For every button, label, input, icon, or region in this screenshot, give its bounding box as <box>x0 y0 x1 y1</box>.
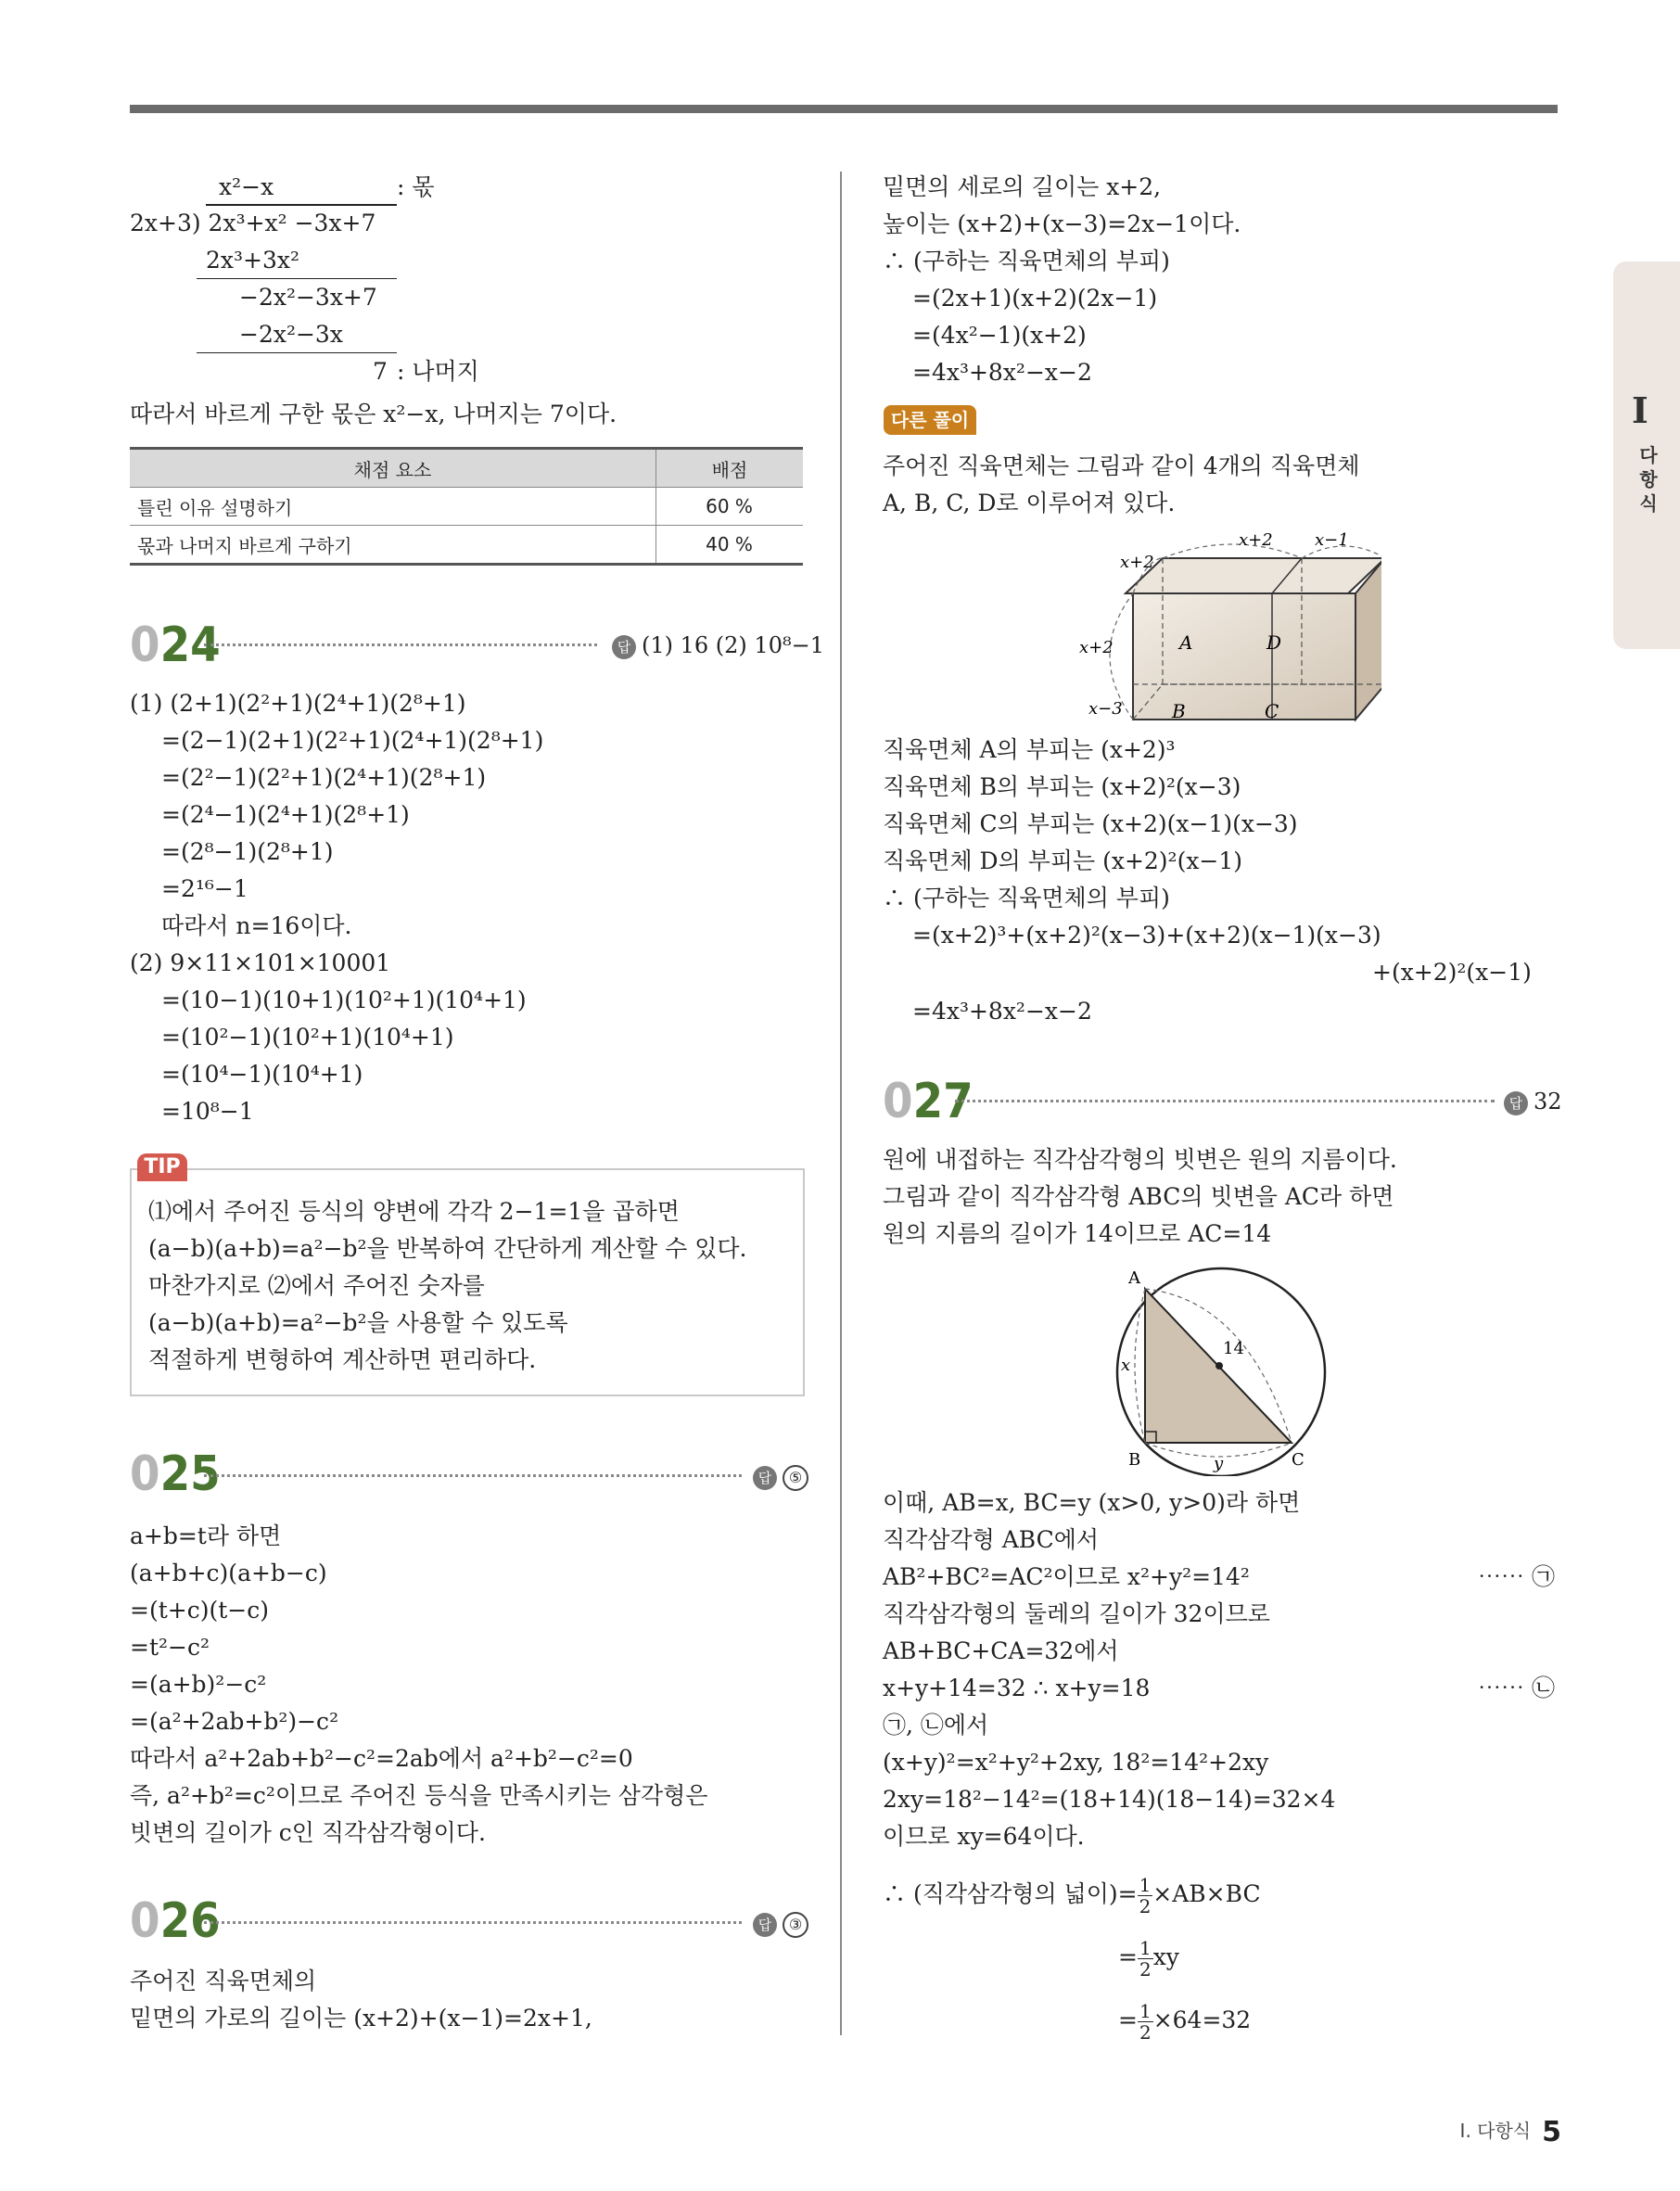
answer-icon: 답 <box>753 1913 777 1937</box>
solution-line: ∴ (구하는 직육면체의 부피) <box>883 885 1170 911</box>
cube-front-face <box>1133 593 1355 720</box>
solution-line: 즉, a²+b²=c²이므로 주어진 등식을 만족시키는 삼각형은 <box>130 1782 708 1809</box>
division-dividend: 2x+3) 2x³+x² −3x+7 <box>130 210 376 236</box>
problem-number-027: 027 <box>883 1074 974 1129</box>
tip-line: (a−b)(a+b)=a²−b²을 사용할 수 있도록 <box>148 1309 568 1336</box>
solution-line: x+y+14=32 ∴ x+y=18 <box>883 1675 1151 1701</box>
solution-line: 원에 내접하는 직각삼각형의 빗변은 원의 지름이다. <box>883 1146 1397 1173</box>
solution-line: 이때, AB=x, BC=y (x>0, y>0)라 하면 <box>883 1489 1301 1516</box>
solution-line: =(2x+1)(x+2)(2x−1) <box>912 285 1158 312</box>
cuboid-figure <box>1066 525 1381 729</box>
leader-dots <box>204 1474 742 1477</box>
division-row1: 2x³+3x² <box>206 247 300 274</box>
leader-dots <box>204 643 597 646</box>
figure-label-left1: x+2 <box>1079 638 1114 657</box>
area-line-1: ∴ (직각삼각형의 넓이)= $\frac{1}{2}$ ×AB×BC <box>883 1874 1261 1917</box>
figure-label-D: D <box>1266 631 1282 654</box>
solution-line: =(2⁸−1)(2⁸+1) <box>161 838 334 865</box>
solution-line: (a+b+c)(a+b−c) <box>130 1560 327 1586</box>
solution-line: 원의 지름의 길이가 14이므로 AC=14 <box>883 1220 1272 1247</box>
dimension-arc <box>1163 544 1302 558</box>
solution-line: =(a+b)²−c² <box>130 1671 267 1698</box>
answer-icon: 답 <box>753 1466 777 1490</box>
table-row <box>130 488 803 526</box>
table-header-row <box>130 449 803 488</box>
chapter-side-label: 다항식 <box>1639 444 1658 515</box>
tip-line: ⑴에서 주어진 등식의 양변에 각각 2−1=1을 곱하면 <box>148 1198 680 1225</box>
table-cell: 40 % <box>656 526 804 565</box>
solution-line: 따라서 a²+2ab+b²−c²=2ab에서 a²+b²−c²=0 <box>130 1745 633 1772</box>
solution-line: 직각삼각형의 둘레의 길이가 32이므로 <box>883 1600 1270 1627</box>
footer-chapter: Ⅰ. 다항식 <box>1459 2120 1532 2142</box>
equation-marker-1: ⋯⋯ ㉠ <box>1478 1563 1555 1590</box>
division-remainder: 7 <box>373 358 388 385</box>
solution-line: 직육면체 D의 부피는 (x+2)²(x−1) <box>883 847 1243 874</box>
solution-line: ∴ (구하는 직육면체의 부피) <box>883 248 1170 274</box>
solution-line: =(2²−1)(2²+1)(2⁴+1)(2⁸+1) <box>161 764 487 791</box>
solution-line: =(10⁴−1)(10⁴+1) <box>161 1061 363 1088</box>
solution-line: 밑면의 세로의 길이는 x+2, <box>883 173 1162 200</box>
solution-line: a+b=t라 하면 <box>130 1522 282 1549</box>
table-header: 채점 요소 <box>130 449 656 488</box>
fraction-half: $\frac{1}{2}$ <box>1139 1937 1152 1981</box>
division-quotient-label: : 몫 <box>397 173 435 200</box>
answer-027: 답 32 <box>1504 1086 1562 1117</box>
figure-label-x: x <box>1121 1356 1131 1375</box>
answer-icon: 답 <box>612 635 636 659</box>
solution-line: 주어진 직육면체의 <box>130 1968 317 1994</box>
problem-number-024: 024 <box>130 618 221 673</box>
solution-line: AB+BC+CA=32에서 <box>883 1637 1119 1664</box>
figure-label-diameter: 14 <box>1223 1339 1244 1358</box>
problem-number-025: 025 <box>130 1446 221 1502</box>
table-cell: 60 % <box>656 488 804 526</box>
top-rule <box>130 105 1558 113</box>
division-row3: −2x²−3x <box>239 321 343 348</box>
solution-line: 직육면체 A의 부피는 (x+2)³ <box>883 736 1176 763</box>
answer-026: 답 ③ <box>753 1907 808 1939</box>
solution-line: 주어진 직육면체는 그림과 같이 4개의 직육면체 <box>883 452 1360 479</box>
figure-label-y: y <box>1214 1454 1224 1473</box>
tip-label: TIP <box>137 1153 187 1181</box>
division-remainder-label: : 나머지 <box>397 358 479 385</box>
fraction-half: $\frac{1}{2}$ <box>1139 1874 1152 1917</box>
solution-line: 높이는 (x+2)+(x−3)=2x−1이다. <box>883 210 1241 237</box>
tip-line: 적절하게 변형하여 계산하면 편리하다. <box>148 1346 537 1373</box>
solution-line: 이므로 xy=64이다. <box>883 1823 1085 1850</box>
tip-line: (a−b)(a+b)=a²−b²을 반복하여 간단하게 계산할 수 있다. <box>148 1235 747 1262</box>
figure-label-B: B <box>1172 700 1186 722</box>
division-rule <box>197 352 397 353</box>
scoring-table <box>130 447 803 566</box>
table-cell: 틀린 이유 설명하기 <box>130 488 656 526</box>
figure-label-A: A <box>1179 631 1193 654</box>
figure-label-left2: x−3 <box>1088 699 1123 719</box>
figure-label-A: A <box>1128 1268 1140 1288</box>
division-conclusion: 따라서 바르게 구한 몫은 x²−x, 나머지는 7이다. <box>130 401 617 427</box>
solution-line: ㉠, ㉡에서 <box>883 1712 989 1739</box>
tip-line: 마찬가지로 ⑵에서 주어진 숫자를 <box>148 1272 485 1299</box>
figure-label-top3: x−1 <box>1315 530 1349 550</box>
fraction-half: $\frac{1}{2}$ <box>1139 2000 1152 2044</box>
solution-line: =(x+2)³+(x+2)²(x−3)+(x+2)(x−1)(x−3) <box>912 922 1381 949</box>
division-quotient: x²−x <box>219 173 274 200</box>
solution-line: A, B, C, D로 이루어져 있다. <box>883 490 1176 516</box>
area-line-2: = $\frac{1}{2}$ xy <box>1118 1937 1179 1981</box>
solution-line: =(10²−1)(10²+1)(10⁴+1) <box>161 1024 454 1051</box>
solution-line: =4x³+8x²−x−2 <box>912 998 1092 1025</box>
answer-025: 답 ⑤ <box>753 1460 808 1492</box>
alternative-solution-label: 다른 풀이 <box>884 405 976 435</box>
circle-center <box>1215 1362 1223 1369</box>
solution-line: 직각삼각형 ABC에서 <box>883 1526 1100 1553</box>
solution-line: (x+y)²=x²+y²+2xy, 18²=14²+2xy <box>883 1749 1269 1776</box>
solution-line: (2) 9×11×101×10001 <box>130 949 391 976</box>
solution-line: =(2−1)(2+1)(2²+1)(2⁴+1)(2⁸+1) <box>161 727 544 754</box>
column-divider <box>840 172 842 2035</box>
solution-line: =4x³+8x²−x−2 <box>912 359 1092 386</box>
division-bar <box>206 204 397 206</box>
leader-dots <box>955 1100 1495 1102</box>
solution-line: 그림과 같이 직각삼각형 ABC의 빗변을 AC라 하면 <box>883 1183 1394 1210</box>
solution-line: 빗변의 길이가 c인 직각삼각형이다. <box>130 1819 486 1846</box>
inscribed-triangle-figure <box>1108 1263 1349 1476</box>
answer-024: 답 (1) 16 (2) 10⁸−1 <box>612 630 824 661</box>
figure-label-B: B <box>1128 1450 1141 1470</box>
solution-line: =(4x²−1)(x+2) <box>912 322 1087 349</box>
division-rule <box>197 278 397 279</box>
solution-line: =(2⁴−1)(2⁴+1)(2⁸+1) <box>161 801 410 828</box>
answer-icon: 답 <box>1504 1091 1528 1115</box>
solution-line: 직육면체 B의 부피는 (x+2)²(x−3) <box>883 773 1241 800</box>
figure-label-top1: x+2 <box>1120 553 1154 572</box>
cube-top-face <box>1126 558 1381 593</box>
solution-line: 밑면의 가로의 길이는 (x+2)+(x−1)=2x+1, <box>130 2005 592 2032</box>
figure-label-C: C <box>1265 700 1279 722</box>
table-cell: 몫과 나머지 바르게 구하기 <box>130 526 656 565</box>
solution-line: 2xy=18²−14²=(18+14)(18−14)=32×4 <box>883 1786 1336 1813</box>
solution-line: (1) (2+1)(2²+1)(2⁴+1)(2⁸+1) <box>130 690 466 717</box>
solution-line: =(a²+2ab+b²)−c² <box>130 1708 339 1735</box>
area-line-3: = $\frac{1}{2}$ ×64=32 <box>1118 2000 1252 2044</box>
solution-line: 따라서 n=16이다. <box>161 912 352 939</box>
table-header: 배점 <box>656 449 804 488</box>
division-row2: −2x²−3x+7 <box>239 284 377 311</box>
leader-dots <box>204 1921 742 1924</box>
solution-line: AB²+BC²=AC²이므로 x²+y²=14² <box>883 1563 1250 1590</box>
chapter-roman-numeral: I <box>1632 389 1648 431</box>
page-footer <box>1460 2116 1561 2148</box>
solution-line: +(x+2)²(x−1) <box>1372 959 1532 986</box>
figure-label-top2: x+2 <box>1239 530 1273 550</box>
solution-line: =2¹⁶−1 <box>161 875 248 902</box>
figure-label-C: C <box>1292 1450 1305 1470</box>
solution-line: =(t+c)(t−c) <box>130 1597 269 1624</box>
solution-line: 직육면체 C의 부피는 (x+2)(x−1)(x−3) <box>883 810 1298 837</box>
solution-line: =10⁸−1 <box>161 1098 254 1125</box>
problem-number-026: 026 <box>130 1893 221 1949</box>
equation-marker-2: ⋯⋯ ㉡ <box>1478 1675 1555 1701</box>
solution-line: =(10−1)(10+1)(10²+1)(10⁴+1) <box>161 987 527 1013</box>
page-number: 5 <box>1542 2116 1561 2148</box>
solution-line: =t²−c² <box>130 1634 210 1661</box>
table-row <box>130 526 803 565</box>
